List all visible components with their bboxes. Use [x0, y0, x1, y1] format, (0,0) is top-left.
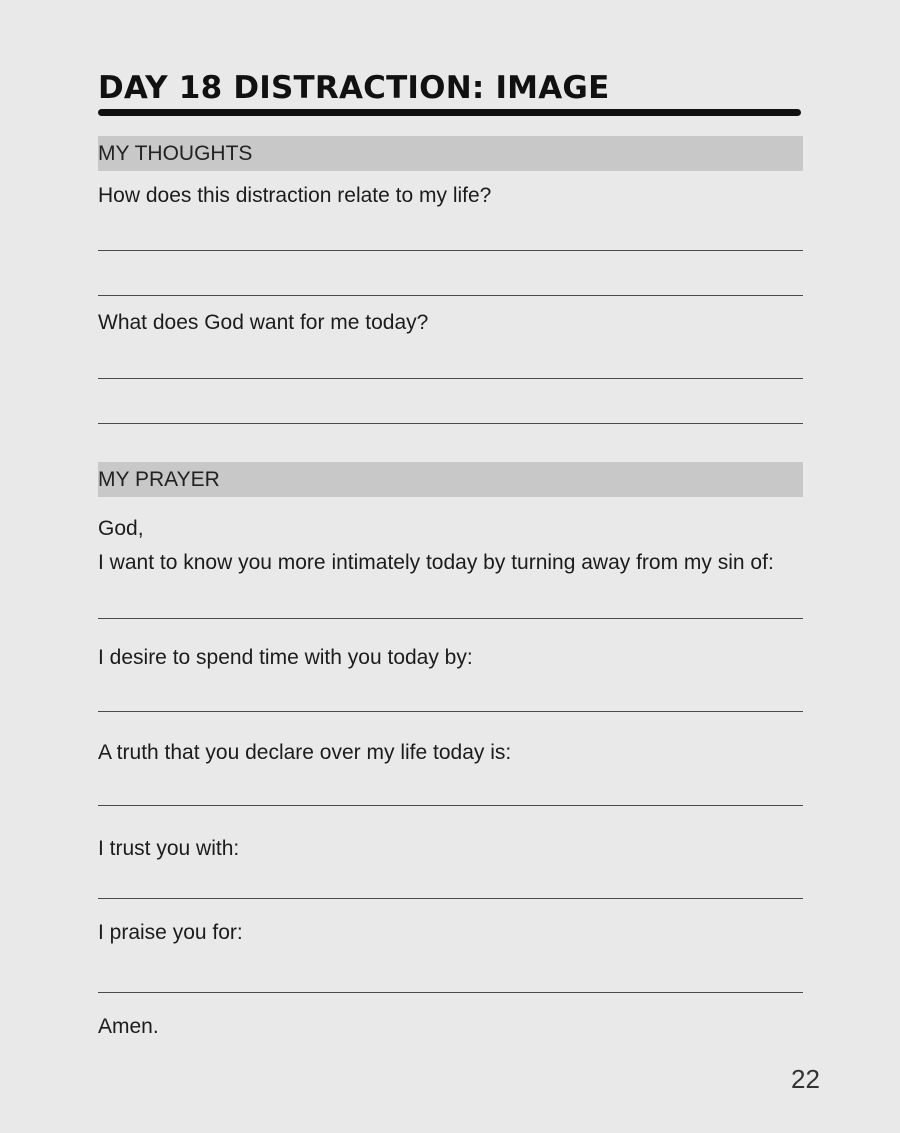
section-header-thoughts — [98, 136, 803, 171]
prompt-truth-declared: A truth that you declare over my life today is: — [98, 741, 512, 764]
prayer-closing: Amen. — [98, 1015, 159, 1038]
answer-line[interactable] — [98, 295, 803, 296]
answer-line[interactable] — [98, 618, 803, 619]
answer-line[interactable] — [98, 805, 803, 806]
page-number: 22 — [791, 1064, 820, 1094]
prayer-salutation: God, — [98, 517, 144, 540]
question-god-wants: What does God want for me today? — [98, 311, 429, 334]
answer-line[interactable] — [98, 992, 803, 993]
prompt-spend-time: I desire to spend time with you today by: — [98, 646, 473, 669]
answer-line[interactable] — [98, 378, 803, 379]
prompt-turning-from-sin: I want to know you more intimately today by turning away from my sin of: — [98, 551, 774, 574]
question-relate-to-life: How does this distraction relate to my life? — [98, 184, 492, 207]
answer-line[interactable] — [98, 423, 803, 424]
prompt-trust-you-with: I trust you with: — [98, 837, 240, 860]
page-title: DAY 18 DISTRACTION: IMAGE — [98, 70, 610, 106]
section-header-prayer — [98, 462, 803, 497]
answer-line[interactable] — [98, 711, 803, 712]
section-heading-thoughts: MY THOUGHTS — [98, 142, 253, 165]
answer-line[interactable] — [98, 250, 803, 251]
section-heading-prayer: MY PRAYER — [98, 468, 220, 491]
prompt-praise-you-for: I praise you for: — [98, 921, 243, 944]
title-underline — [98, 109, 801, 116]
answer-line[interactable] — [98, 898, 803, 899]
